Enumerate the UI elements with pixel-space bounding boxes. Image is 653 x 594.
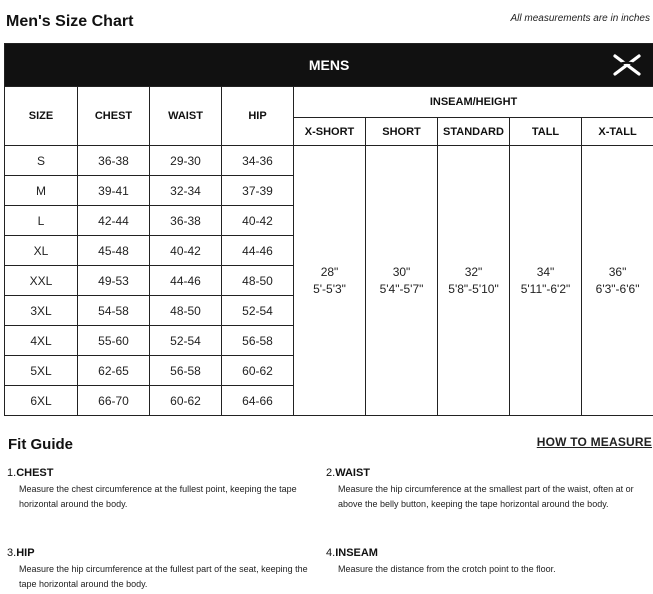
header-size: SIZE	[5, 87, 78, 146]
size-cell: XXL	[5, 266, 78, 296]
waist-cell: 48-50	[150, 296, 222, 326]
banner	[5, 44, 653, 87]
table-row	[5, 146, 653, 176]
waist-cell: 56-58	[150, 356, 222, 386]
height-range: 6'3"-6'6"	[595, 281, 640, 296]
guide-number: 3.	[7, 547, 17, 559]
inseam-x-tall-cell	[582, 146, 653, 416]
waist-cell: 44-46	[150, 266, 222, 296]
chest-cell: 55-60	[78, 326, 150, 356]
chest-cell: 45-48	[78, 236, 150, 266]
chest-cell: 42-44	[78, 206, 150, 236]
inseam-value: 34"	[536, 264, 555, 279]
header-inseam-height: INSEAM/HEIGHT	[294, 87, 653, 118]
header-hip: HIP	[222, 87, 294, 146]
hip-cell: 44-46	[222, 236, 294, 266]
guide-heading: HIP	[16, 547, 35, 559]
inseam-x-short-cell	[294, 146, 366, 416]
chest-cell: 39-41	[78, 176, 150, 206]
hip-cell: 56-58	[222, 326, 294, 356]
banner-title: MENS	[308, 57, 350, 73]
waist-cell: 36-38	[150, 206, 222, 236]
waist-cell: 40-42	[150, 236, 222, 266]
height-range: 5'11"-6'2"	[520, 281, 571, 296]
header-x-short: X-SHORT	[294, 118, 366, 146]
hip-cell: 37-39	[222, 176, 294, 206]
height-range: 5'-5'3"	[313, 281, 346, 296]
hip-cell: 52-54	[222, 296, 294, 326]
inseam-value: 28"	[320, 264, 339, 279]
guide-heading: CHEST	[16, 467, 54, 479]
size-cell: S	[5, 146, 78, 176]
guide-heading: INSEAM	[335, 547, 378, 559]
size-cell: XL	[5, 236, 78, 266]
guide-text: Measure the distance from the crotch point to the floor.	[338, 564, 556, 574]
chest-cell: 36-38	[78, 146, 150, 176]
header-short: SHORT	[366, 118, 438, 146]
size-cell: 5XL	[5, 356, 78, 386]
guide-hip	[7, 547, 317, 592]
guide-number: 4.	[326, 547, 336, 559]
inseam-value: 36"	[608, 264, 627, 279]
hip-cell: 60-62	[222, 356, 294, 386]
header-standard: STANDARD	[438, 118, 510, 146]
waist-cell: 32-34	[150, 176, 222, 206]
inseam-short-cell	[366, 146, 438, 416]
header-waist: WAIST	[150, 87, 222, 146]
guide-text: Measure the hip circumference at the smallest part of the waist, often at or above the belly button, keeping the tape horizontal around the body.	[338, 484, 634, 509]
brand-x-logo-icon	[613, 53, 641, 77]
chest-cell: 66-70	[78, 386, 150, 416]
guide-text: Measure the chest circumference at the fullest point, keeping the tape horizontal around the body.	[19, 484, 297, 509]
inseam-tall-cell	[510, 146, 582, 416]
size-cell: 6XL	[5, 386, 78, 416]
hip-cell: 48-50	[222, 266, 294, 296]
inseam-value: 30"	[392, 264, 411, 279]
guide-inseam	[326, 547, 636, 577]
page-title: Men's Size Chart	[6, 13, 134, 30]
fit-guide-title: Fit Guide	[8, 436, 73, 453]
hip-cell: 40-42	[222, 206, 294, 236]
waist-cell: 60-62	[150, 386, 222, 416]
size-cell: M	[5, 176, 78, 206]
height-range: 5'8"-5'10"	[448, 281, 499, 296]
header-chest: CHEST	[78, 87, 150, 146]
waist-cell: 29-30	[150, 146, 222, 176]
hip-cell: 64-66	[222, 386, 294, 416]
how-to-measure-link[interactable]: HOW TO MEASURE	[536, 435, 652, 449]
inseam-standard-cell	[438, 146, 510, 416]
chest-cell: 62-65	[78, 356, 150, 386]
measurement-note: All measurements are in inches	[510, 13, 650, 24]
guide-heading: WAIST	[335, 467, 371, 479]
header-tall: TALL	[510, 118, 582, 146]
chest-cell: 49-53	[78, 266, 150, 296]
chest-cell: 54-58	[78, 296, 150, 326]
size-cell: L	[5, 206, 78, 236]
guide-number: 1.	[7, 467, 17, 479]
hip-cell: 34-36	[222, 146, 294, 176]
height-range: 5'4"-5'7"	[379, 281, 424, 296]
guide-chest	[7, 467, 317, 512]
header-x-tall: X-TALL	[582, 118, 653, 146]
inseam-value: 32"	[464, 264, 483, 279]
size-cell: 3XL	[5, 296, 78, 326]
guide-number: 2.	[326, 467, 336, 479]
guide-waist	[326, 467, 636, 512]
waist-cell: 52-54	[150, 326, 222, 356]
size-chart-table	[4, 43, 653, 416]
size-cell: 4XL	[5, 326, 78, 356]
guide-text: Measure the hip circumference at the fullest part of the seat, keeping the tape horizontal around the body.	[19, 564, 308, 589]
